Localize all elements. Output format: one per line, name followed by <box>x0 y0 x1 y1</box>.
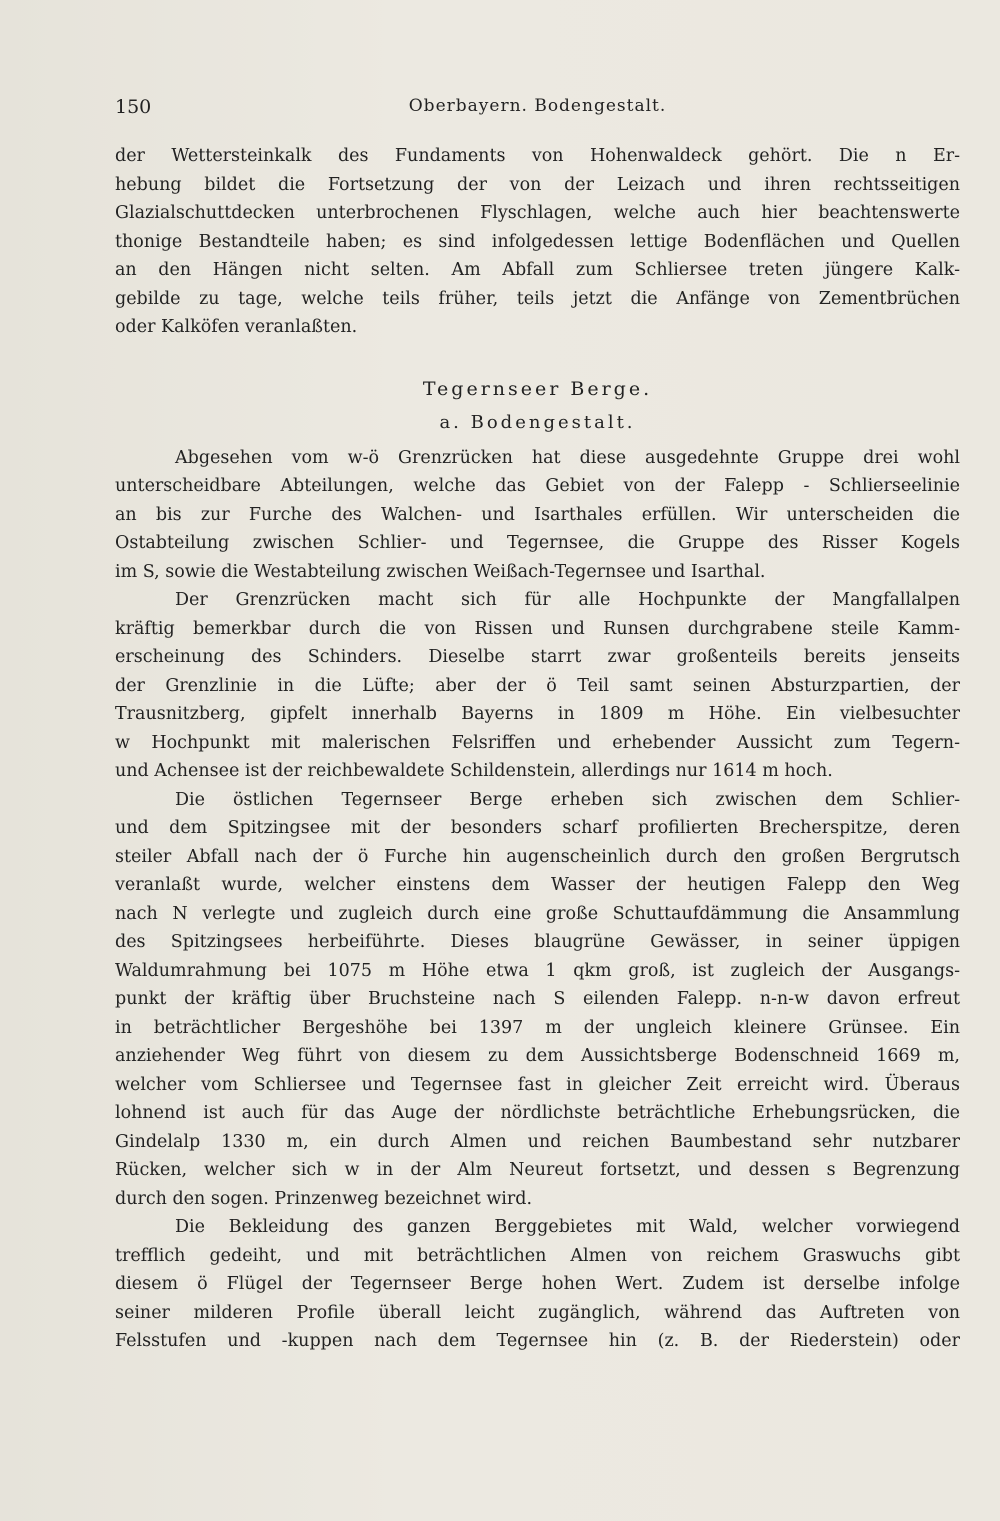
text-line: nach N verlegte und zugleich durch eine große Schuttaufdämmung die Ansammlung <box>115 903 960 924</box>
text-line: erscheinung des Schinders. Dieselbe starrt zwar großenteils bereits jenseits <box>115 647 960 667</box>
text-line: im S, sowie die Westabteilung zwischen Weißach-Tegernsee und Isarthal. <box>115 561 766 582</box>
text-line: oder Kalköfen veranlaßten. <box>115 317 358 337</box>
subsection-title: a. Bodengestalt. <box>439 411 636 433</box>
text-line: w Hochpunkt mit malerischen Felsriffen und erhebender Aussicht zum Tegern- <box>115 732 960 753</box>
text-line: an bis zur Furche des Walchen- und Isarthales erfüllen. Wir unterscheiden die <box>115 504 960 525</box>
text-line: und Achensee ist der reichbewaldete Schildenstein, allerdings nur 1614 m hoch. <box>115 761 833 781</box>
text-line: seiner milderen Profile überall leicht zugänglich, während das Auftreten von <box>115 1302 960 1323</box>
text-line: Gindelalp 1330 m, ein durch Almen und reichen Baumbestand sehr nutzbarer <box>115 1131 960 1152</box>
text-line: an den Hängen nicht selten. Am Abfall zum Schliersee treten jüngere Kalk- <box>115 260 960 280</box>
text-line: des Spitzingsees herbeiführte. Dieses blaugrüne Gewässer, in seiner üppigen <box>115 932 960 952</box>
text-line: thonige Bestandteile haben; es sind infolgedessen lettige Bodenflächen und Quellen <box>115 231 960 252</box>
text-line: unterscheidbare Abteilungen, welche das Gebiet von der Falepp - Schlierseelinie <box>115 476 960 496</box>
text-line: und dem Spitzingsee mit der besonders scharf profilierten Brecherspitze, deren <box>115 818 960 838</box>
text-line: trefflich gedeiht, und mit beträchtlichen Almen von reichem Graswuchs gibt <box>115 1245 960 1266</box>
text-line: anziehender Weg führt von diesem zu dem Aussichtsberge Bodenschneid 1669 m, <box>115 1046 960 1066</box>
text-line: Glazialschuttdecken unterbrochenen Flyschlagen, welche auch hier beachtenswerte <box>115 203 960 223</box>
section-title: Tegernseer Berge. <box>422 377 653 400</box>
text-line: lohnend ist auch für das Auge der nördlichste beträchtliche Erhebungsrücken, die <box>115 1103 960 1123</box>
text-line: Der Grenzrücken macht sich für alle Hochpunkte der Mangfallalpen <box>175 590 960 610</box>
text-line: Die Bekleidung des ganzen Berggebietes mit Wald, welcher vorwiegend <box>175 1217 960 1237</box>
paragraph <box>115 786 960 1214</box>
text-line: welcher vom Schliersee und Tegernsee fast in gleicher Zeit erreicht wird. Überaus <box>115 1074 960 1095</box>
text-line: Abgesehen vom w-ö Grenzrücken hat diese ausgedehnte Gruppe drei wohl <box>175 447 960 468</box>
page-number: 150 <box>115 96 152 118</box>
body-text <box>115 142 960 1356</box>
text-line: Die östlichen Tegernseer Berge erheben sich zwischen dem Schlier- <box>175 789 960 810</box>
paragraph <box>115 444 960 587</box>
text-line: Trausnitzberg, gipfelt innerhalb Bayerns in 1809 m Höhe. Ein vielbesuchter <box>115 704 960 724</box>
text-line: Ostabteilung zwischen Schlier- und Tegernsee, die Gruppe des Risser Kogels <box>115 533 960 553</box>
paragraph <box>115 142 960 342</box>
text-line: steiler Abfall nach der ö Furche hin augenscheinlich durch den großen Bergrutsch <box>115 846 960 867</box>
text-line: diesem ö Flügel der Tegernseer Berge hohen Wert. Zudem ist derselbe infolge <box>115 1274 960 1294</box>
text-line: in beträchtlicher Bergeshöhe bei 1397 m der ungleich kleinere Grünsee. Ein <box>115 1017 960 1038</box>
text-line: punkt der kräftig über Bruchsteine nach S eilenden Falepp. n-n-w davon erfreut <box>115 989 960 1009</box>
text-line: gebilde zu tage, welche teils früher, teils jetzt die Anfänge von Zementbrüchen <box>115 288 960 309</box>
text-line: der Wettersteinkalk des Fundaments von Hohenwaldeck gehört. Die n Er- <box>115 146 960 166</box>
text-line: veranlaßt wurde, welcher einstens dem Wasser der heutigen Falepp den Weg <box>115 875 960 895</box>
paragraph <box>115 1213 960 1356</box>
text-line: hebung bildet die Fortsetzung der von der Leizach und ihren rechtsseitigen <box>115 174 960 195</box>
running-head: Oberbayern. Bodengestalt. <box>408 96 667 116</box>
text-line: Waldumrahmung bei 1075 m Höhe etwa 1 qkm groß, ist zugleich der Ausgangs- <box>115 960 960 981</box>
paragraph <box>115 586 960 786</box>
text-line: der Grenzlinie in die Lüfte; aber der ö Teil samt seinen Absturzpartien, der <box>115 675 960 696</box>
text-line: Rücken, welcher sich w in der Alm Neureut fortsetzt, und dessen s Begrenzung <box>115 1160 960 1180</box>
text-line: durch den sogen. Prinzenweg bezeichnet wird. <box>115 1188 533 1209</box>
text-line: kräftig bemerkbar durch die von Rissen und Runsen durchgrabene steile Kamm- <box>115 618 960 639</box>
page-header <box>115 96 960 126</box>
text-line: Felsstufen und -kuppen nach dem Tegernsee hin (z. B. der Riederstein) oder <box>115 1331 960 1351</box>
